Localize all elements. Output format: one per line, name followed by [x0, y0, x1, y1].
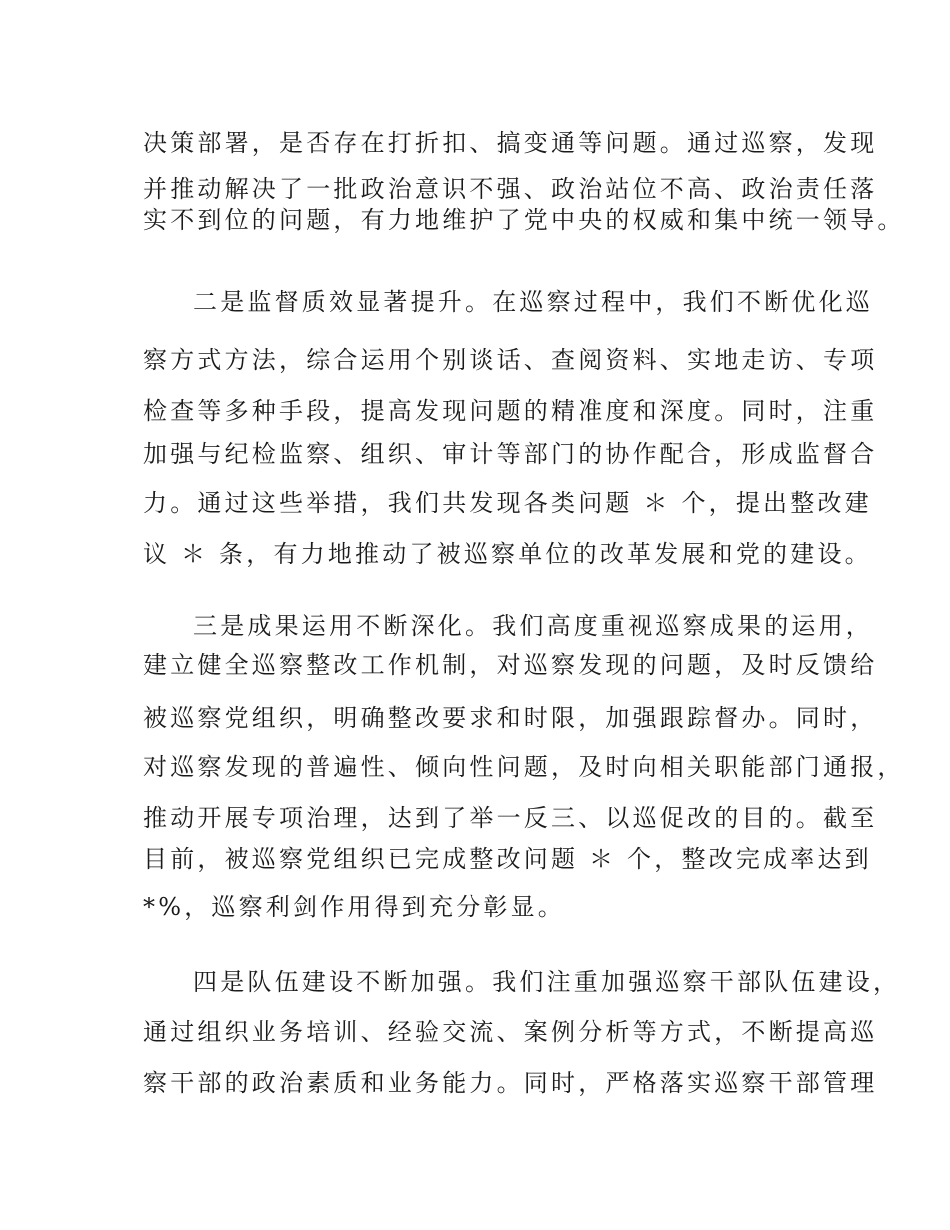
text-line: 通过组织业务培训、经验交流、案例分析等方式，不断提高巡	[143, 1018, 878, 1046]
text-line: 加强与纪检监察、组织、审计等部门的协作配合，形成监督合	[143, 440, 878, 468]
text-line: 察方式方法，综合运用个别谈话、查阅资料、实地走访、专项	[143, 346, 878, 374]
text-line: 实不到位的问题，有力地维护了党中央的权威和集中统一领导。	[143, 206, 905, 234]
text-line: 对巡察发现的普遍性、倾向性问题，及时向相关职能部门通报，	[143, 753, 905, 781]
paragraph-first-line: 四是队伍建设不断加强。我们注重加强巡察干部队伍建设，	[193, 968, 901, 996]
text-line: 并推动解决了一批政治意识不强、政治站位不高、政治责任落	[143, 175, 878, 203]
text-line: 目前，被巡察党组织已完成整改问题 ＊ 个，整改完成率达到	[143, 845, 872, 873]
text-line: 察干部的政治素质和业务能力。同时，严格落实巡察干部管理	[143, 1069, 878, 1097]
text-line: *%，巡察利剑作用得到充分彰显。	[143, 893, 566, 921]
paragraph-first-line: 二是监督质效显著提升。在巡察过程中，我们不断优化巡	[193, 288, 873, 316]
text-line: 检查等多种手段，提高发现问题的精准度和深度。同时，注重	[143, 397, 878, 425]
text-line: 推动开展专项治理，达到了举一反三、以巡促改的目的。截至	[143, 804, 878, 832]
text-line: 被巡察党组织，明确整改要求和时限，加强跟踪督办。同时，	[143, 704, 878, 732]
text-line: 决策部署，是否存在打折扣、搞变通等问题。通过巡察，发现	[143, 129, 878, 157]
text-line: 议 ＊ 条，有力地推动了被巡察单位的改革发展和党的建设。	[143, 540, 872, 568]
text-line: 建立健全巡察整改工作机制，对巡察发现的问题，及时反馈给	[143, 651, 878, 679]
text-line: 力。通过这些举措，我们共发现各类问题 ＊ 个，提出整改建	[143, 489, 872, 517]
paragraph-first-line: 三是成果运用不断深化。我们高度重视巡察成果的运用，	[193, 612, 873, 640]
